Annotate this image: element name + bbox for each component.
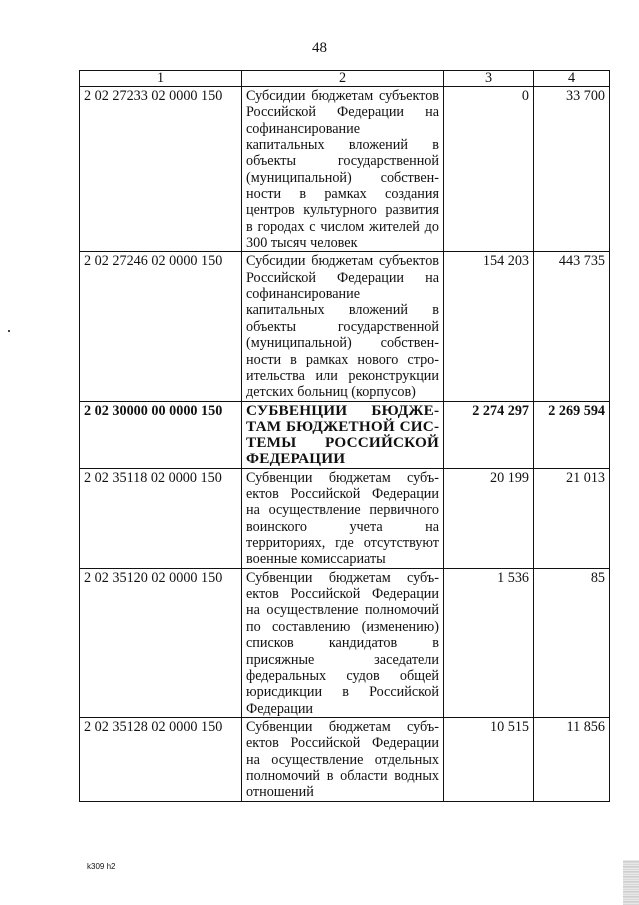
description-cell: Субвенции бюджетам субъектов Российской Федерации на осуществление отдельных полномочий в области водных отношений <box>242 717 444 801</box>
table-row <box>80 568 610 717</box>
value-year-2-cell: 21 013 <box>534 468 610 568</box>
value-year-2-cell: 33 700 <box>534 87 610 252</box>
column-header-3: 3 <box>444 71 534 87</box>
value-year-2-cell: 11 856 <box>534 717 610 801</box>
value-year-2-cell: 85 <box>534 568 610 717</box>
table-header-row <box>80 71 610 87</box>
description-cell: Субвенции бюджетам субъектов Российской Федерации на осуществление полномочий по составлению (изменению) списков кандидатов в присяжные заседатели федеральных судов общей юрисдикции в Российской Федерации <box>242 568 444 717</box>
value-year-1-cell: 20 199 <box>444 468 534 568</box>
table-row <box>80 252 610 401</box>
description-cell: Субсидии бюджетам субъектов Российской Федерации на софинансирование капитальных вложений в объекты государственной (муниципальной) собственности в рамках создания центров культурного развития в городах с числом жителей до 300 тысяч человек <box>242 87 444 252</box>
value-year-1-cell: 2 274 297 <box>444 401 534 468</box>
column-header-4: 4 <box>534 71 610 87</box>
table-row <box>80 717 610 801</box>
description-cell: СУБВЕНЦИИ БЮДЖЕТАМ БЮДЖЕТНОЙ СИСТЕМЫ РОССИЙСКОЙ ФЕДЕРАЦИИ <box>242 401 444 468</box>
scan-speck <box>8 330 10 332</box>
budget-code-cell: 2 02 27233 02 0000 150 <box>80 87 242 252</box>
budget-code-cell: 2 02 30000 00 0000 150 <box>80 401 242 468</box>
budget-code-cell: 2 02 35120 02 0000 150 <box>80 568 242 717</box>
column-header-1: 1 <box>80 71 242 87</box>
page-number: 48 <box>312 40 327 56</box>
value-year-2-cell: 2 269 594 <box>534 401 610 468</box>
value-year-1-cell: 154 203 <box>444 252 534 401</box>
value-year-1-cell: 10 515 <box>444 717 534 801</box>
budget-code-cell: 2 02 27246 02 0000 150 <box>80 252 242 401</box>
column-header-2: 2 <box>242 71 444 87</box>
table-row <box>80 468 610 568</box>
budget-code-cell: 2 02 35118 02 0000 150 <box>80 468 242 568</box>
budget-table <box>79 70 610 802</box>
value-year-2-cell: 443 735 <box>534 252 610 401</box>
description-cell: Субвенции бюджетам субъектов Российской Федерации на осуществление первичного воинского учета на территориях, где отсутствуют военные комиссариаты <box>242 468 444 568</box>
value-year-1-cell: 0 <box>444 87 534 252</box>
table-row-total <box>80 401 610 468</box>
value-year-1-cell: 1 536 <box>444 568 534 717</box>
table-row <box>80 87 610 252</box>
description-cell: Субсидии бюджетам субъектов Российской Федерации на софинансирование капитальных вложений в объекты государственной (муниципальной) собственности в рамках нового строительства или реконструкции детских больниц (корпусов) <box>242 252 444 401</box>
budget-code-cell: 2 02 35128 02 0000 150 <box>80 717 242 801</box>
document-footer-code: k309 h2 <box>87 862 116 871</box>
scan-edge-noise <box>623 860 639 905</box>
